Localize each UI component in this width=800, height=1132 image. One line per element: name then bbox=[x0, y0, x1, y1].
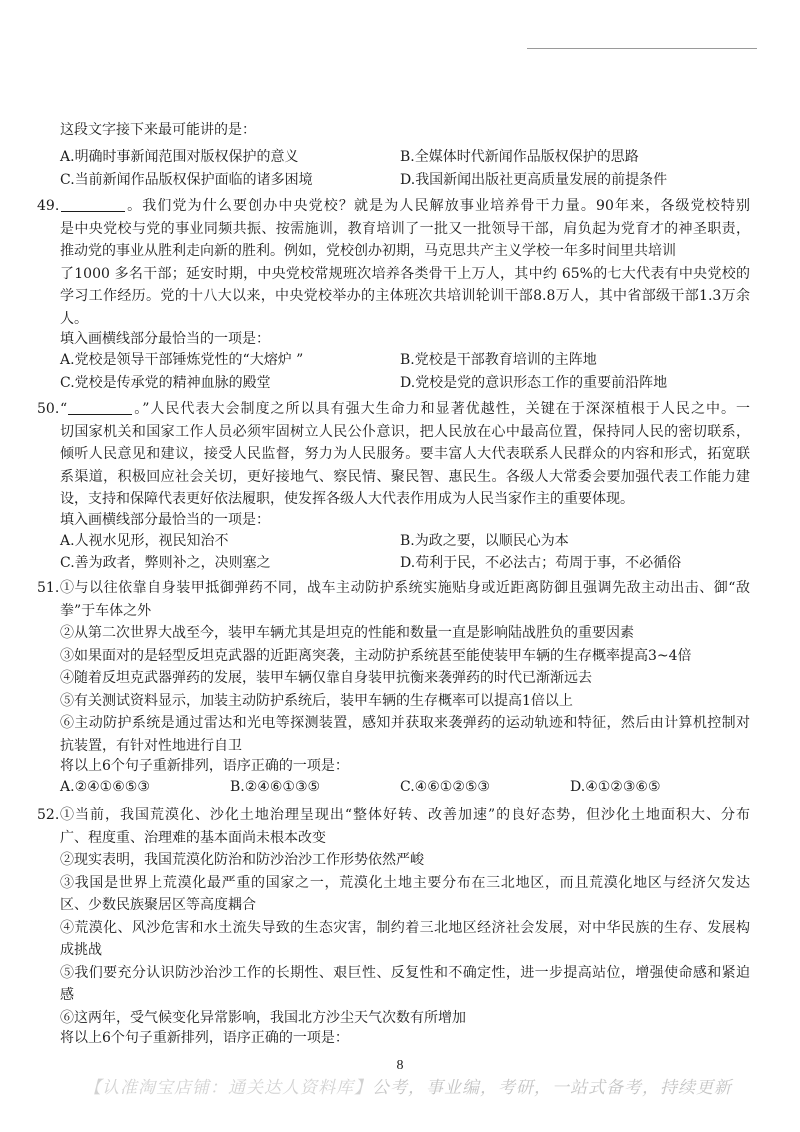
stem-line: ⑥这两年，受气候变化异常影响，我国北方沙尘天气次数有所增加 bbox=[60, 1009, 466, 1026]
watermark-text: 公考，事业编，考研，一站式备考，持续更新 bbox=[372, 1078, 732, 1098]
stem-line bbox=[37, 398, 750, 421]
option-a bbox=[60, 349, 400, 372]
stem-line: 感 bbox=[60, 987, 74, 1003]
question-number: 49. bbox=[37, 198, 60, 214]
option-a bbox=[60, 530, 400, 553]
option-d bbox=[400, 552, 750, 575]
option-key: D. bbox=[400, 171, 416, 188]
stem-text: 。我们党为什么要创办中央党校？就是为人民解放事业培养骨干力量。90年来，各级党校特别 bbox=[126, 198, 750, 214]
option-text: 善为政者，弊则补之，决则塞之 bbox=[74, 555, 271, 571]
option-text: 党校是传承党的精神血脉的殿堂 bbox=[74, 374, 271, 391]
options-row bbox=[60, 349, 750, 372]
option-key: A. bbox=[60, 352, 75, 368]
answer-blank bbox=[61, 197, 125, 212]
option-a bbox=[60, 776, 230, 799]
stem-line: 切国家机关和国家工作人员必须牢固树立人民公仆意识，把人民放在心中最高位置，保持同人民的密切联系， bbox=[60, 423, 750, 440]
option-c bbox=[60, 169, 400, 192]
header-rule bbox=[527, 48, 757, 49]
option-text: 当前新闻作品版权保护面临的诸多困境 bbox=[74, 171, 313, 188]
option-key: B. bbox=[400, 149, 415, 165]
option-d bbox=[400, 169, 750, 192]
option-key: D. bbox=[400, 374, 416, 391]
option-key: A. bbox=[60, 779, 75, 795]
stem-line: 是中央党校与党的事业同频共振、按需施训，教育培训了一批又一批领导干部，肩负起为党育才的神圣职责， bbox=[60, 220, 750, 237]
stem-line: ④荒漠化、风沙危害和水土流失导致的生态灾害，制约着三北地区经济社会发展，对中华民族的生存、发展构 bbox=[60, 919, 750, 936]
stem-line: 学习工作经历。党的十八大以来，中央党校举办的主体班次共培训轮训干部8.8万人，其中省部级干部1.3万余 bbox=[60, 288, 750, 304]
option-d bbox=[400, 372, 750, 395]
stem-line: ④随着反坦克武器弹药的发展，装甲车辆仅靠自身装甲抗衡来袭弹药的时代已渐渐远去 bbox=[60, 670, 592, 686]
stem-line: ⑤我们要充分认识防沙治沙工作的长期性、艰巨性、反复性和不确定性，进一步提高站位，增强使命感和紧迫 bbox=[60, 964, 750, 981]
options-row bbox=[60, 776, 750, 799]
question-prompt: 这段文字接下来最可能讲的是： bbox=[60, 122, 256, 138]
option-b bbox=[230, 776, 400, 799]
option-text: ④⑥①②⑤③ bbox=[414, 779, 490, 795]
option-b bbox=[400, 349, 750, 372]
question-49 bbox=[37, 195, 750, 394]
option-text: ②④⑥①③⑤ bbox=[244, 779, 321, 795]
stem-line: ⑥主动防护系统是通过雷达和光电等探测装置，感知并获取来袭弹药的运动轨迹和特征，然后由计算机控制对 bbox=[60, 715, 750, 731]
stem-line: ③我国是世界上荒漠化最严重的国家之一，荒漠化土地主要分布在三北地区，而且荒漠化地区与经济欠发达 bbox=[60, 874, 750, 891]
option-text: 全媒体时代新闻作品版权保护的思路 bbox=[414, 149, 639, 165]
option-text: ②④①⑥⑤③ bbox=[74, 779, 150, 795]
option-d bbox=[570, 776, 750, 799]
stem-line bbox=[37, 804, 750, 827]
page-number: 8 bbox=[396, 1058, 404, 1073]
question-prompt: 填入画横线部分最恰当的一项是： bbox=[60, 331, 270, 347]
stem-line: ②从第二次世界大战至今，装甲车辆尤其是坦克的性能和数量一直是影响陆战胜负的重要因素 bbox=[60, 625, 634, 641]
question-prompt: 填入画横线部分最恰当的一项是： bbox=[60, 511, 270, 528]
option-c bbox=[400, 776, 570, 799]
option-key: B. bbox=[400, 532, 415, 549]
stem-line bbox=[37, 577, 750, 600]
option-key: B. bbox=[230, 779, 245, 795]
stem-text: ①当前，我国荒漠化、沙化土地治理呈现出“整体好转、改善加速”的良好态势，但沙化土地面积大、分布 bbox=[60, 807, 750, 823]
question-number: 52. bbox=[37, 807, 60, 823]
stem-line: 设，支持和保障代表更好依法履职，使发挥各级人大代表作用成为人民当家作主的重要体现。 bbox=[60, 491, 634, 507]
option-text: 我国新闻出版社更高质量发展的前提条件 bbox=[415, 171, 668, 188]
option-text: ④①②③⑥⑤ bbox=[585, 779, 661, 795]
stem-line: 成挑战 bbox=[60, 942, 102, 958]
question-number: 51. bbox=[37, 580, 60, 596]
stem-line bbox=[37, 195, 750, 218]
options-row bbox=[60, 372, 750, 395]
option-key: A. bbox=[60, 532, 75, 549]
footer-watermark bbox=[16, 1077, 800, 1099]
option-key: C. bbox=[60, 555, 75, 571]
option-key: A. bbox=[60, 149, 75, 165]
option-key: B. bbox=[400, 352, 415, 368]
options-row bbox=[60, 530, 750, 553]
option-text: 苟利于民，不必法古；苟周于事，不必循俗 bbox=[415, 555, 682, 571]
stem-line: ⑤有关测试资料显示，加装主动防护系统后，装甲车辆的生存概率可以提高1倍以上 bbox=[60, 692, 573, 709]
option-b bbox=[400, 146, 750, 169]
question-51 bbox=[37, 577, 750, 799]
option-b bbox=[400, 530, 750, 553]
option-text: 明确时事新闻范围对版权保护的意义 bbox=[74, 149, 299, 165]
options-row bbox=[60, 146, 750, 169]
watermark-bracket-text: 【认准淘宝店铺：通关达人资料库】 bbox=[84, 1078, 372, 1098]
options-row bbox=[60, 169, 750, 192]
option-key: D. bbox=[400, 555, 416, 571]
option-key: C. bbox=[60, 374, 75, 391]
option-key: C. bbox=[60, 171, 75, 188]
option-text: 党校是党的意识形态工作的重要前沿阵地 bbox=[415, 374, 668, 391]
option-text: 为政之要，以顺民心为本 bbox=[414, 532, 569, 549]
answer-blank bbox=[68, 400, 132, 415]
stem-line: 抗装置，有针对性地进行自卫 bbox=[60, 737, 242, 754]
stem-line: 系渠道，积极回应社会关切，更好接地气、察民情、聚民智、惠民生。各级人大常委会要加强代表工作能力建 bbox=[60, 468, 750, 485]
question-50 bbox=[37, 398, 750, 575]
stem-line: 区、少数民族聚居区等高度耦合 bbox=[60, 897, 256, 913]
question-prompt: 将以上6个句子重新排列，语序正确的一项是： bbox=[60, 1030, 349, 1046]
stem-line: ②现实表明，我国荒漠化防治和防沙治沙工作形势依然严峻 bbox=[60, 852, 424, 868]
stem-line: ③如果面对的是轻型反坦克武器的近距离突袭，主动防护系统甚至能使装甲车辆的生存概率提高3~4倍 bbox=[60, 647, 692, 664]
stem-lead: “ bbox=[60, 401, 68, 417]
stem-line: 了1000 多名干部；延安时期，中央党校常规班次培养各类骨干上万人，其中约 65%的七大代表有中央党校的 bbox=[60, 265, 750, 282]
option-key: C. bbox=[400, 779, 415, 795]
option-c bbox=[60, 372, 400, 395]
stem-line: 倾听人民意见和建议，接受人民监督，努力为人民服务。要丰富人大代表联系人民群众的内容和形式，拓宽联 bbox=[60, 446, 750, 462]
stem-text: 。”人民代表大会制度之所以具有强大生命力和显著优越性，关键在于深深植根于人民之中。一 bbox=[133, 401, 750, 417]
question-number: 50. bbox=[37, 401, 60, 417]
option-c bbox=[60, 552, 400, 575]
previous-question bbox=[60, 119, 750, 191]
stem-line: 推动党的事业从胜利走向新的胜利。例如，党校创办初期，马克思共产主义学校一年多时间里共培训 bbox=[60, 243, 676, 259]
stem-text: ①与以往依靠自身装甲抵御弹药不同，战车主动防护系统实施贴身或近距离防御且强调先敌主动出击、御“敌 bbox=[60, 580, 750, 596]
option-text: 人视水见形，视民知治不 bbox=[74, 532, 229, 549]
option-text: 党校是干部教育培训的主阵地 bbox=[414, 352, 597, 368]
option-text: 党校是领导干部锤炼党性的“大熔炉 ” bbox=[74, 352, 304, 368]
stem-line: 拳”于车体之外 bbox=[60, 602, 152, 619]
question-52 bbox=[37, 804, 750, 1048]
option-a bbox=[60, 146, 400, 169]
option-key: D. bbox=[570, 779, 586, 795]
question-prompt: 将以上6个句子重新排列，语序正确的一项是： bbox=[60, 758, 349, 774]
options bbox=[60, 146, 750, 191]
stem-line: 广、程度重、治理难的基本面尚未根本改变 bbox=[60, 829, 326, 846]
options-row bbox=[60, 552, 750, 575]
stem-line: 人。 bbox=[60, 310, 88, 327]
